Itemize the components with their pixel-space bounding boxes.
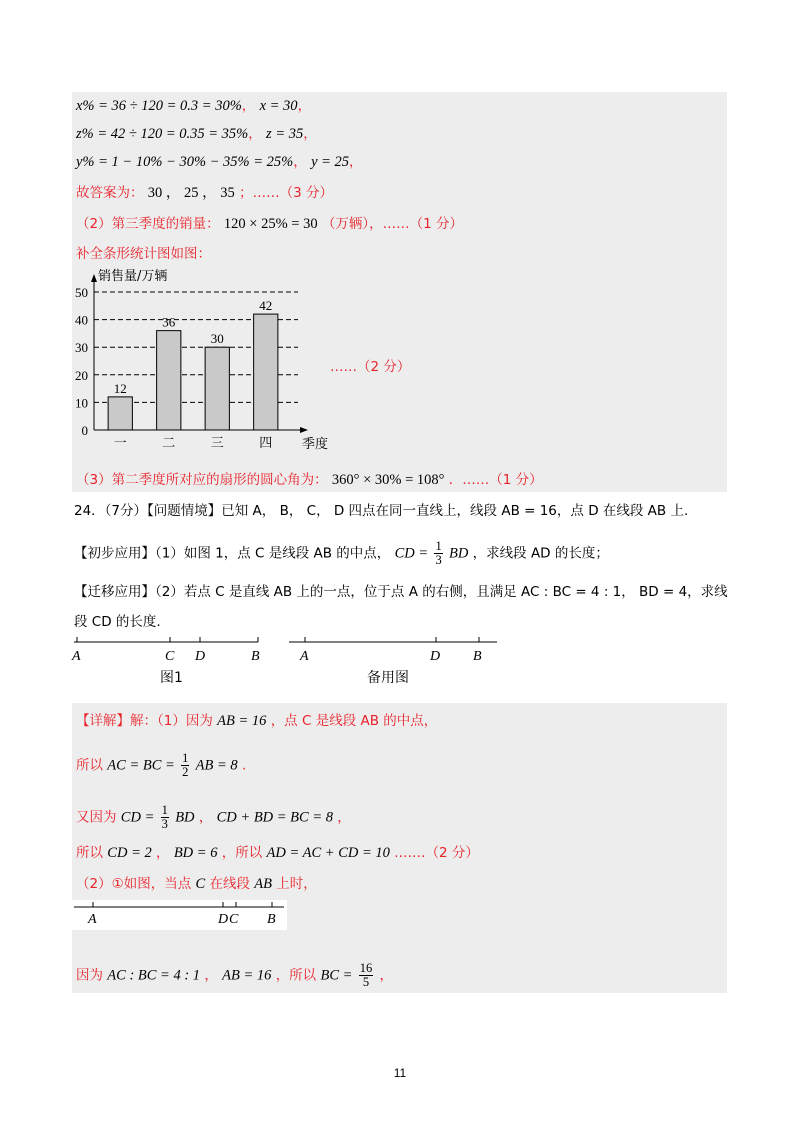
x-tick-2: 二 [162, 436, 176, 451]
fig3-point-d: D [218, 912, 229, 927]
fig2-point-d: D [430, 649, 441, 664]
equation-x: x% = 36 ÷ 120 = 0.3 = 30% [76, 98, 242, 114]
fig3-point-b: B [267, 912, 276, 927]
bar-3 [205, 347, 229, 430]
explain-l5-mid: 在线段 [209, 876, 250, 892]
explain-l4-eq2: BD = 6 [173, 845, 218, 861]
x-tick-4: 四 [259, 436, 273, 451]
problem24-line3: 【迁移应用】（2）若点 C 是直线 AB 上的一点，位于点 A 的右侧，且满足 AC : BC = 4 : 1， BD = 4，求线 [74, 584, 728, 600]
explain-line2 [76, 752, 246, 779]
x-tick-3: 三 [210, 436, 224, 451]
explain-l5-c: C [195, 876, 206, 892]
bar-1 [108, 397, 132, 430]
bar-4 [254, 314, 278, 430]
page-number: 11 [393, 1066, 407, 1080]
result-z: z = 35 [266, 126, 304, 142]
explain-l4-mid2: ，所以 [221, 845, 263, 861]
explain-l2-post: . [241, 757, 247, 774]
fraction-sixteen-fifths: $\frac{16}{5}$ [359, 961, 373, 989]
y-tick-40: 40 [75, 312, 88, 328]
q2-label: （2）第三季度的销量： [76, 216, 220, 232]
explain-l4-eq1: CD = 2 [107, 845, 152, 861]
explain-l3-mid: ， [198, 809, 213, 826]
explain-l2-eq-left: AC = BC = [107, 757, 175, 774]
explain-l6-pre: 因为 [76, 967, 103, 984]
explain-l2-pre: 所以 [76, 757, 103, 774]
explain-line4 [76, 843, 479, 863]
bar-chart [66, 264, 366, 454]
explain-head-eq: AB = 16 [217, 713, 267, 729]
figure-1 [70, 632, 270, 692]
answer-values: 30 ， 25 ， 35 [147, 185, 235, 201]
explain-line6 [76, 962, 393, 989]
problem24-line4: 段 CD 的长度. [74, 614, 161, 630]
problem24-line1: 24．（7分）【问题情境】已知 A， B， C， D 四点在同一直线上，线段 AB = 16，点 D 在线段 AB 上. [74, 503, 689, 519]
y-tick-30: 30 [75, 340, 88, 356]
problem24-eq-right: BD [449, 545, 469, 562]
x-axis-arrow [300, 427, 308, 433]
y-tick-50: 50 [75, 285, 88, 300]
fig1-caption: 图1 [160, 670, 183, 686]
y-axis-arrow [91, 274, 97, 282]
explain-l5-pre: （2）①如图，当点 [76, 876, 192, 892]
explain-l6-mid: ， [204, 967, 218, 984]
explain-l4-mid1: ， [156, 845, 170, 861]
result-x: x = 30 [259, 98, 298, 114]
explain-l6-post: ， [379, 967, 394, 984]
fig3-point-c: C [229, 912, 239, 927]
explain-l4-pre: 所以 [76, 845, 103, 861]
explain-l6-mid2: ，所以 [275, 967, 317, 984]
q3-points: ．……（1 分） [448, 472, 543, 488]
problem24-eq-left: CD = [394, 545, 429, 562]
explain-head-post: ，点 C 是线段 AB 的中点， [270, 713, 438, 729]
y-axis-label: 销售量/万辆 [98, 269, 168, 284]
problem24-line2 [74, 540, 609, 567]
bar-2 [157, 331, 181, 430]
fig1-point-c: C [165, 649, 175, 664]
fig1-point-a: A [72, 649, 81, 664]
explain-line5 [76, 874, 317, 894]
data-label-1: 12 [113, 380, 127, 396]
explain-l3-pre: 又因为 [76, 809, 117, 826]
explain-head-label: 【详解】解：（1）因为 [76, 713, 213, 729]
fig2-caption: 备用图 [367, 670, 409, 686]
explain-l4-eq3: AD = AC + CD = 10 [266, 845, 390, 861]
calc-line-y: y% = 1 − 10% − 30% − 35% = 25%， y = 25， [76, 154, 363, 170]
figure-spare [285, 632, 515, 692]
fraction-one-half: $\frac{1}{2}$ [182, 751, 189, 779]
explain-l5-ab: AB [254, 876, 272, 892]
calc-line-x: x% = 36 ÷ 120 = 0.3 = 30%， x = 30， [76, 98, 312, 114]
fraction-one-third: $\frac{1}{3}$ [435, 539, 442, 567]
explain-l2-eq-right: AB = 8 [195, 757, 238, 774]
q3-label: （3）第二季度所对应的扇形的圆心角为： [76, 472, 328, 488]
explain-l3-eq2: CD + BD = BC = 8 [216, 809, 333, 826]
explain-l3-eq-left: CD = [120, 809, 155, 826]
equation-z: z% = 42 ÷ 120 = 0.35 = 35% [76, 126, 249, 142]
explain-l5-post: 上时， [276, 876, 317, 892]
problem24-line2-pre: 【初步应用】（1）如图 1，点 C 是线段 AB 的中点， [74, 545, 391, 562]
x-axis-label: 季度 [302, 437, 329, 452]
explain-l4-post: .……（2 分） [394, 845, 479, 861]
calc-line-z: z% = 42 ÷ 120 = 0.35 = 35%， z = 35， [76, 126, 317, 142]
fig2-point-a: A [300, 649, 309, 664]
chart-caption: 补全条形统计图如图： [76, 246, 211, 262]
data-label-2: 36 [162, 314, 176, 330]
figure-case1 [72, 900, 287, 930]
fig3-point-a: A [88, 912, 97, 927]
q2-line [76, 214, 463, 234]
y-tick-20: 20 [75, 367, 88, 383]
answer-points: ；……（3 分） [239, 185, 333, 201]
explain-l6-eq1: AC : BC = 4 : 1 [107, 967, 201, 984]
q3-expression: 360° × 30% = 108° [331, 472, 445, 488]
problem24-line2-post: ，求线段 AD 的长度； [472, 545, 609, 562]
result-y: y = 25 [311, 154, 350, 170]
explain-l3-post: ， [337, 809, 351, 826]
fraction-one-third-explain: $\frac{1}{3}$ [161, 803, 168, 831]
answer-label: 故答案为： [76, 185, 144, 201]
explain-l3-eq-right: BD [175, 809, 195, 826]
fig1-point-b: B [251, 649, 260, 664]
x-tick-1: 一 [113, 436, 127, 451]
data-label-4: 42 [259, 298, 273, 314]
fig1-point-d: D [195, 649, 206, 664]
equation-y: y% = 1 − 10% − 30% − 35% = 25% [76, 154, 294, 170]
explain-line3 [76, 804, 351, 831]
q2-expression: 120 × 25% = 30 [223, 216, 318, 232]
data-label-3: 30 [210, 331, 224, 347]
answer-line [76, 183, 333, 203]
chart-points: ……（2 分） [330, 359, 411, 375]
y-tick-10: 10 [75, 395, 88, 411]
fig2-point-b: B [473, 649, 482, 664]
explain-head [76, 711, 437, 731]
explain-l6-eq2: AB = 16 [222, 967, 272, 984]
q2-points: （万辆），……（1 分） [321, 216, 464, 232]
y-tick-0: 0 [81, 423, 88, 438]
explain-l6-eq3-left: BC = [320, 967, 353, 984]
q3-line [76, 470, 543, 490]
